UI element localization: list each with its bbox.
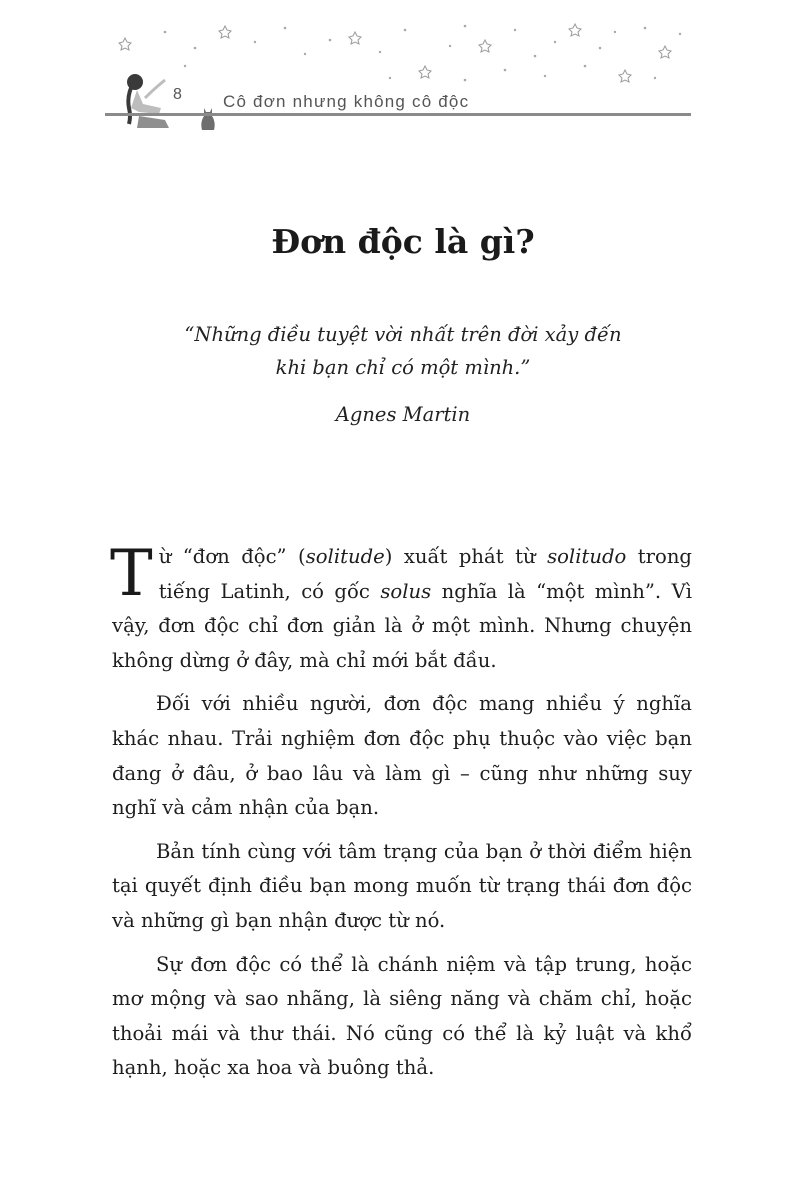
p1-text-g: nghĩa là “một mình”. Vì vậy, đơn độc chỉ đơn giản là ở một mình. Nhưng chuyện không dừng ở đây, mà chỉ mới bắt đầu. <box>112 579 692 672</box>
p1-italic-solitudo: solitudo <box>547 545 627 568</box>
p1-text-e: trong tiếng Latinh, có gốc <box>158 545 692 603</box>
page-number: 8 <box>173 86 182 103</box>
p1-text-c: ) xuất phát từ <box>384 545 548 568</box>
p1-italic-solus: solus <box>380 579 432 603</box>
paragraph-3: Bản tính cùng với tâm trạng của bạn ở thời điểm hiện tại quyết định điều bạn mong muốn từ trạng thái đơn độc và những gì bạn nhận được từ nó. <box>112 839 692 932</box>
epigraph-line-2: khi bạn chỉ có một mình.” <box>275 356 531 379</box>
drop-cap: T <box>110 537 153 611</box>
p1-text-a: ừ “đơn độc” ( <box>158 545 306 568</box>
running-title: Cô đơn nhưng không cô độc <box>223 92 470 111</box>
paragraph-4: Sự đơn độc có thể là chánh niệm và tập trung, hoặc mơ mộng và sao nhãng, là siêng năng và chăm chỉ, hoặc thoải mái và thư thái. Nó cũng có thể là kỷ luật và khổ hạnh, hoặc xa hoa và buông thả. <box>112 952 692 1080</box>
body-text <box>110 537 692 1095</box>
page-header <box>105 18 691 118</box>
epigraph-author: Agnes Martin <box>335 403 471 426</box>
cat-illustration <box>198 106 218 132</box>
chapter-title: Đơn độc là gì? <box>271 222 535 261</box>
epigraph-line-1: “Những điều tuyệt vời nhất trên đời xảy đến <box>184 323 622 346</box>
epigraph-quote <box>0 318 806 384</box>
p1-italic-solitude: solitude <box>305 545 385 568</box>
girl-illustration <box>115 68 175 132</box>
paragraph-2: Đối với nhiều người, đơn độc mang nhiều ý nghĩa khác nhau. Trải nghiệm đơn độc phụ thuộc vào việc bạn đang ở đâu, ở bao lâu và làm gì – cũng như những suy nghĩ và cảm nhận của bạn. <box>112 692 692 820</box>
paragraph-1 <box>110 537 692 678</box>
stars-decoration <box>105 18 691 98</box>
header-rule <box>105 113 691 116</box>
